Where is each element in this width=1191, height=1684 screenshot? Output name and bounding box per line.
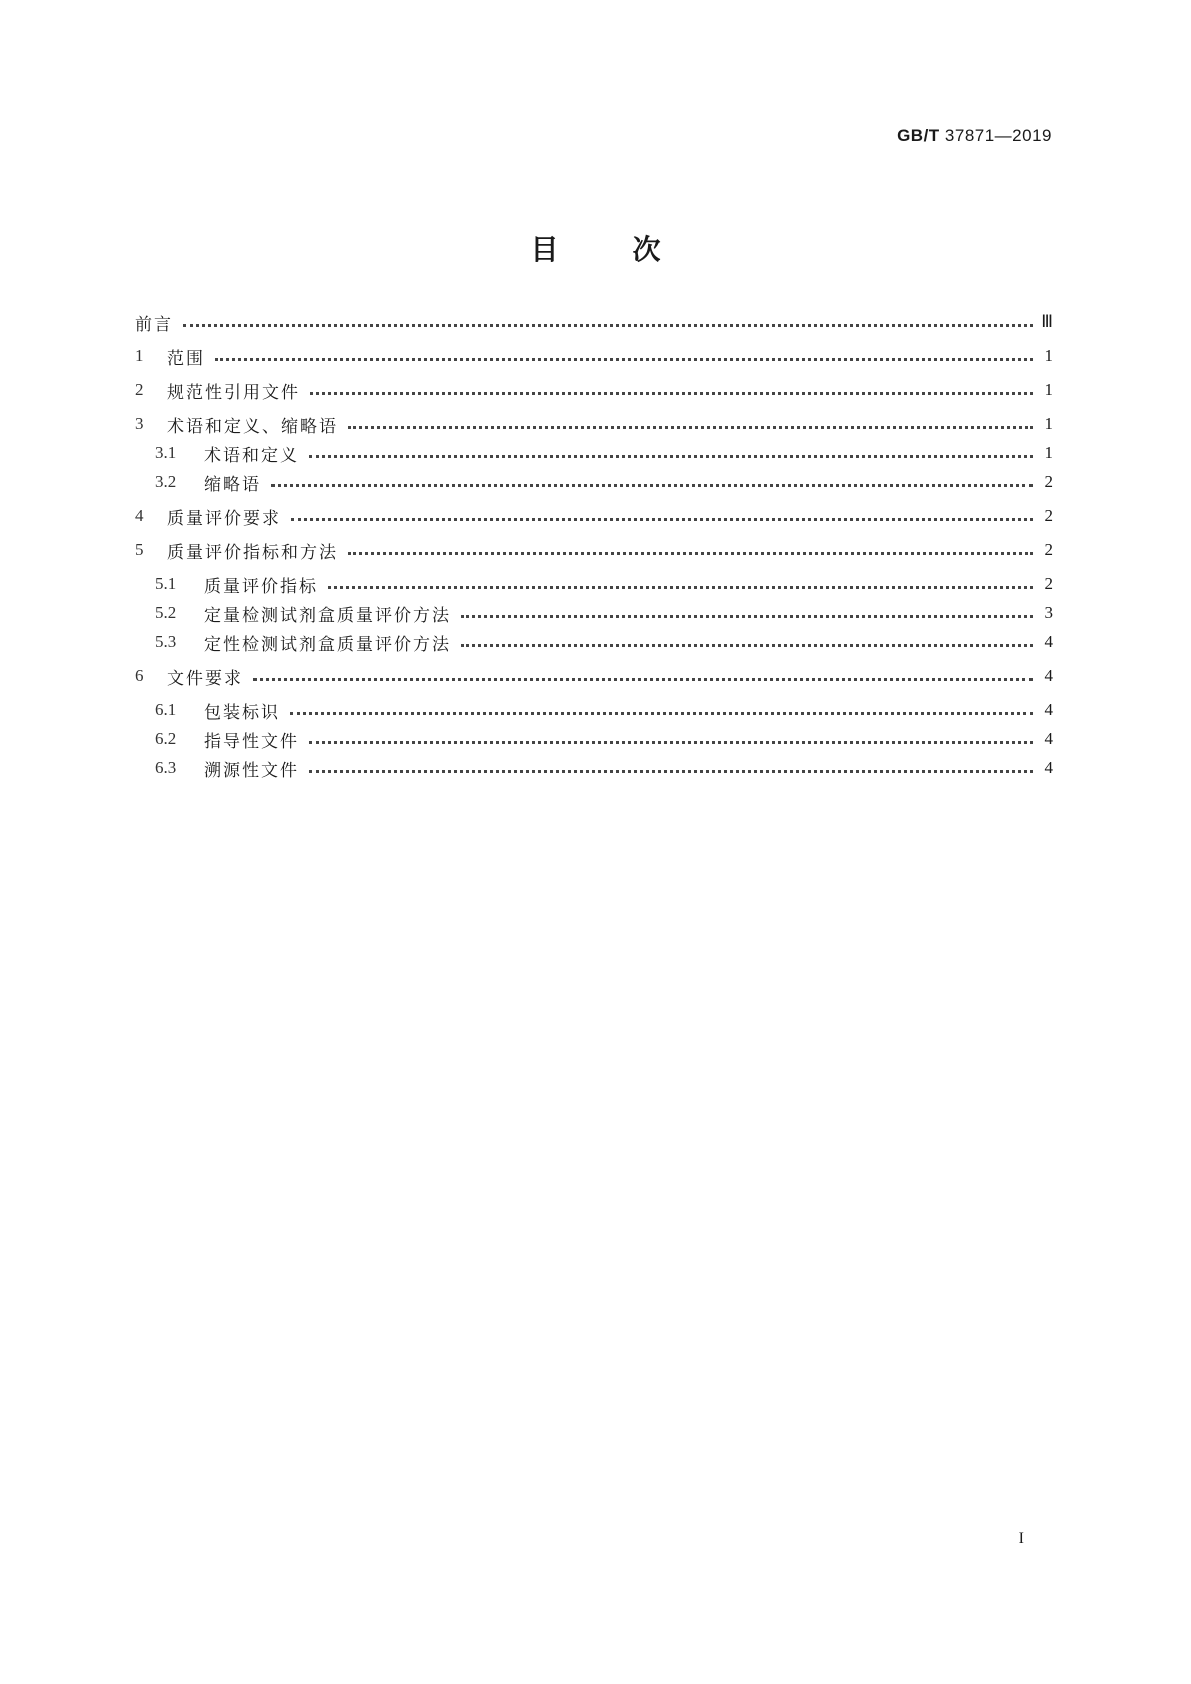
toc-entry-page: 4 (1044, 632, 1053, 651)
toc-entry-5-1[interactable] (155, 571, 1053, 597)
toc-leader-dots (215, 358, 1033, 361)
toc-entry-number: 6.2 (155, 729, 177, 748)
toc-entry-page: 4 (1044, 758, 1053, 777)
toc-leader-dots (309, 741, 1033, 744)
toc-leader-dots (309, 770, 1033, 773)
document-code-prefix: GB/T (897, 126, 940, 145)
toc-entry-page: 2 (1044, 506, 1053, 525)
toc-entry-page: Ⅲ (1041, 312, 1053, 331)
toc-entry-label: 质量评价要求 (167, 508, 281, 529)
toc-entry-3-1[interactable] (155, 440, 1053, 466)
toc-leader-dots (290, 712, 1033, 715)
toc-entry-1[interactable] (135, 343, 1053, 369)
toc-entry-label: 溯源性文件 (204, 760, 299, 781)
toc-entry-5[interactable] (135, 537, 1053, 563)
toc-entry-label: 质量评价指标 (204, 576, 318, 597)
toc-entry-6-1[interactable] (155, 697, 1053, 723)
toc-entry-5-3[interactable] (155, 629, 1053, 655)
toc-entry-label: 术语和定义、缩略语 (167, 416, 338, 437)
toc-entry-label: 文件要求 (167, 668, 243, 689)
page-title-char-1: 目 (530, 233, 559, 266)
toc-entry-page: 3 (1044, 603, 1053, 622)
page-title (0, 228, 1191, 268)
toc-entry-6-2[interactable] (155, 726, 1053, 752)
toc-entry-page: 4 (1044, 666, 1053, 685)
toc-entry-5-2[interactable] (155, 600, 1053, 626)
toc-entry-label: 定性检测试剂盒质量评价方法 (204, 634, 451, 655)
toc-entry-number: 6 (135, 666, 144, 685)
toc-entry-label: 包装标识 (204, 702, 280, 723)
toc-entry-4[interactable] (135, 503, 1053, 529)
toc-entry-label: 定量检测试剂盒质量评价方法 (204, 605, 451, 626)
toc-entry-page: 2 (1044, 540, 1053, 559)
toc-entry-label: 缩略语 (204, 474, 261, 495)
toc-entry-number: 2 (135, 380, 144, 399)
toc-entry-page: 2 (1044, 574, 1053, 593)
toc-entry-number: 5.3 (155, 632, 177, 651)
toc-entry-number: 5 (135, 540, 144, 559)
toc-leader-dots (461, 644, 1033, 647)
toc-leader-dots (183, 324, 1033, 327)
toc-entry-number: 3.1 (155, 443, 177, 462)
toc-entry-label: 前言 (135, 314, 173, 335)
document-code-number: 37871—2019 (944, 126, 1052, 145)
toc-entry-number: 6.3 (155, 758, 177, 777)
toc-leader-dots (253, 678, 1033, 681)
toc-entry-label: 质量评价指标和方法 (167, 542, 338, 563)
toc-leader-dots (348, 426, 1033, 429)
toc-entry-number: 3 (135, 414, 144, 433)
toc-leader-dots (291, 518, 1033, 521)
toc-leader-dots (310, 392, 1033, 395)
toc-leader-dots (309, 455, 1033, 458)
toc-entry-6[interactable] (135, 663, 1053, 689)
page-number: I (1018, 1530, 1024, 1547)
toc-entry-6-3[interactable] (155, 755, 1053, 781)
toc-entry-number: 6.1 (155, 700, 177, 719)
page-title-char-2: 次 (632, 233, 661, 266)
toc-entry-label: 指导性文件 (204, 731, 299, 752)
toc-entry-number: 4 (135, 506, 144, 525)
toc-entry-page: 1 (1044, 380, 1053, 399)
toc-entry-3-2[interactable] (155, 469, 1053, 495)
toc-entry-label: 范围 (167, 348, 205, 369)
toc-entry-2[interactable] (135, 377, 1053, 403)
toc-entry-page: 4 (1044, 700, 1053, 719)
toc-entry-label: 术语和定义 (204, 445, 299, 466)
toc-entry-label: 规范性引用文件 (167, 382, 300, 403)
toc-entry-page: 4 (1044, 729, 1053, 748)
toc-entry-number: 3.2 (155, 472, 177, 491)
toc-entry-page: 1 (1044, 346, 1053, 365)
document-code (897, 126, 1052, 146)
toc-entry-foreword[interactable] (135, 309, 1053, 335)
toc-entry-page: 1 (1044, 414, 1053, 433)
toc-entry-number: 5.1 (155, 574, 177, 593)
toc-entry-number: 5.2 (155, 603, 177, 622)
toc-leader-dots (328, 586, 1033, 589)
toc-leader-dots (271, 484, 1033, 487)
toc-entry-page: 2 (1044, 472, 1053, 491)
toc-leader-dots (348, 552, 1033, 555)
toc-entry-page: 1 (1044, 443, 1053, 462)
toc-entry-3[interactable] (135, 411, 1053, 437)
toc-leader-dots (461, 615, 1033, 618)
toc-entry-number: 1 (135, 346, 144, 365)
